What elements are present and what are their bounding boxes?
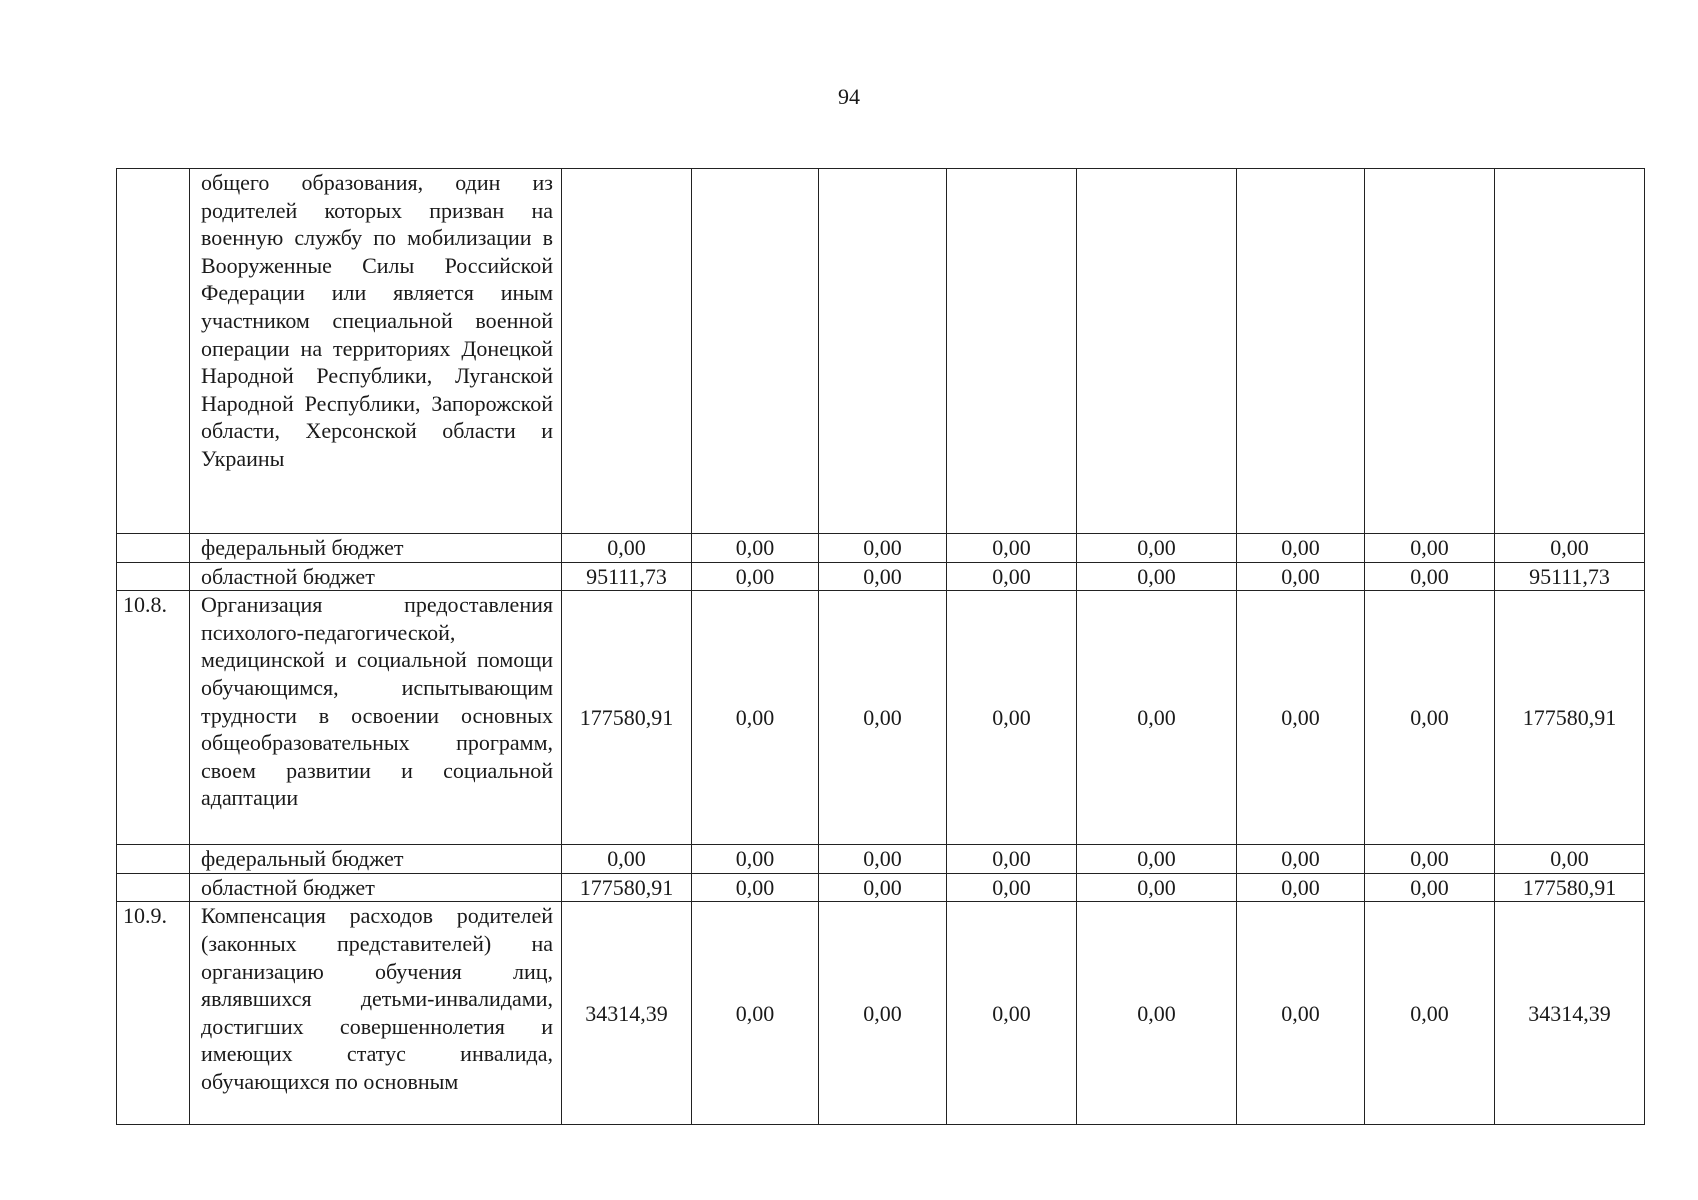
value-cell: 0,00 [819, 845, 947, 874]
value-cell: 0,00 [819, 534, 947, 563]
row-description: федеральный бюджет [190, 534, 562, 563]
table-row [117, 169, 1645, 534]
row-description: федеральный бюджет [190, 845, 562, 874]
value-cell: 0,00 [947, 902, 1077, 1125]
value-cell: 0,00 [562, 845, 692, 874]
value-cell [692, 169, 819, 534]
value-cell [1495, 169, 1645, 534]
value-cell: 0,00 [692, 902, 819, 1125]
value-cell: 95111,73 [562, 562, 692, 591]
value-cell: 0,00 [1077, 534, 1237, 563]
value-cell [1237, 169, 1365, 534]
value-cell [1077, 169, 1237, 534]
value-cell: 0,00 [1077, 845, 1237, 874]
row-description: областной бюджет [190, 873, 562, 902]
budget-table [116, 168, 1645, 1125]
value-cell: 177580,91 [1495, 873, 1645, 902]
row-number [117, 562, 190, 591]
value-cell [819, 169, 947, 534]
value-cell: 0,00 [1077, 591, 1237, 845]
row-description: областной бюджет [190, 562, 562, 591]
value-cell: 0,00 [692, 873, 819, 902]
value-cell: 0,00 [1077, 873, 1237, 902]
value-cell: 177580,91 [1495, 591, 1645, 845]
value-cell: 0,00 [1495, 534, 1645, 563]
value-cell: 0,00 [1077, 902, 1237, 1125]
table-row [117, 534, 1645, 563]
value-cell: 0,00 [692, 591, 819, 845]
value-cell: 0,00 [1237, 562, 1365, 591]
value-cell [1365, 169, 1495, 534]
row-number [117, 169, 190, 534]
value-cell: 0,00 [947, 591, 1077, 845]
value-cell: 0,00 [1495, 845, 1645, 874]
value-cell: 0,00 [1365, 845, 1495, 874]
value-cell: 0,00 [1365, 534, 1495, 563]
value-cell: 0,00 [1237, 534, 1365, 563]
value-cell: 0,00 [947, 534, 1077, 563]
value-cell: 0,00 [819, 873, 947, 902]
value-cell: 95111,73 [1495, 562, 1645, 591]
value-cell: 177580,91 [562, 873, 692, 902]
value-cell: 0,00 [1237, 591, 1365, 845]
row-description: Организация предоставления психолого-педагогической, медицинской и социальной помощи обучающимся, испытывающим трудности в освоении основных общеобразовательных программ, своем развитии и социальной адаптации [190, 591, 562, 845]
value-cell: 0,00 [1365, 591, 1495, 845]
value-cell: 0,00 [692, 845, 819, 874]
value-cell: 0,00 [692, 562, 819, 591]
value-cell: 0,00 [819, 591, 947, 845]
row-number [117, 845, 190, 874]
value-cell: 0,00 [1365, 873, 1495, 902]
value-cell: 177580,91 [562, 591, 692, 845]
table-row [117, 562, 1645, 591]
row-description: Компенсация расходов родителей (законных представителей) на организацию обучения лиц, являвшихся детьми-инвалидами, достигших совершеннолетия и имеющих статус инвалида, обучающихся по основным [190, 902, 562, 1125]
value-cell: 34314,39 [562, 902, 692, 1125]
value-cell: 0,00 [1237, 873, 1365, 902]
value-cell: 0,00 [1237, 845, 1365, 874]
row-number [117, 873, 190, 902]
table-row [117, 591, 1645, 845]
row-number: 10.9. [117, 902, 190, 1125]
value-cell [947, 169, 1077, 534]
value-cell: 0,00 [1365, 902, 1495, 1125]
table-row [117, 902, 1645, 1125]
value-cell: 0,00 [947, 562, 1077, 591]
value-cell: 0,00 [1365, 562, 1495, 591]
value-cell: 0,00 [819, 562, 947, 591]
table-row [117, 845, 1645, 874]
value-cell: 0,00 [1077, 562, 1237, 591]
value-cell: 0,00 [947, 845, 1077, 874]
row-description: общего образования, один из родителей которых призван на военную службу по мобилизации в Вооруженные Силы Российской Федерации или является иным участником специальной военной операции на территориях Донецкой Народной Республики, Луганской Народной Республики, Запорожской области, Херсонской области и Украины [190, 169, 562, 534]
row-number [117, 534, 190, 563]
value-cell: 0,00 [562, 534, 692, 563]
table-row [117, 873, 1645, 902]
value-cell: 34314,39 [1495, 902, 1645, 1125]
value-cell [562, 169, 692, 534]
row-number: 10.8. [117, 591, 190, 845]
value-cell: 0,00 [692, 534, 819, 563]
page-number: 94 [838, 84, 860, 109]
value-cell: 0,00 [1237, 902, 1365, 1125]
value-cell: 0,00 [819, 902, 947, 1125]
value-cell: 0,00 [947, 873, 1077, 902]
